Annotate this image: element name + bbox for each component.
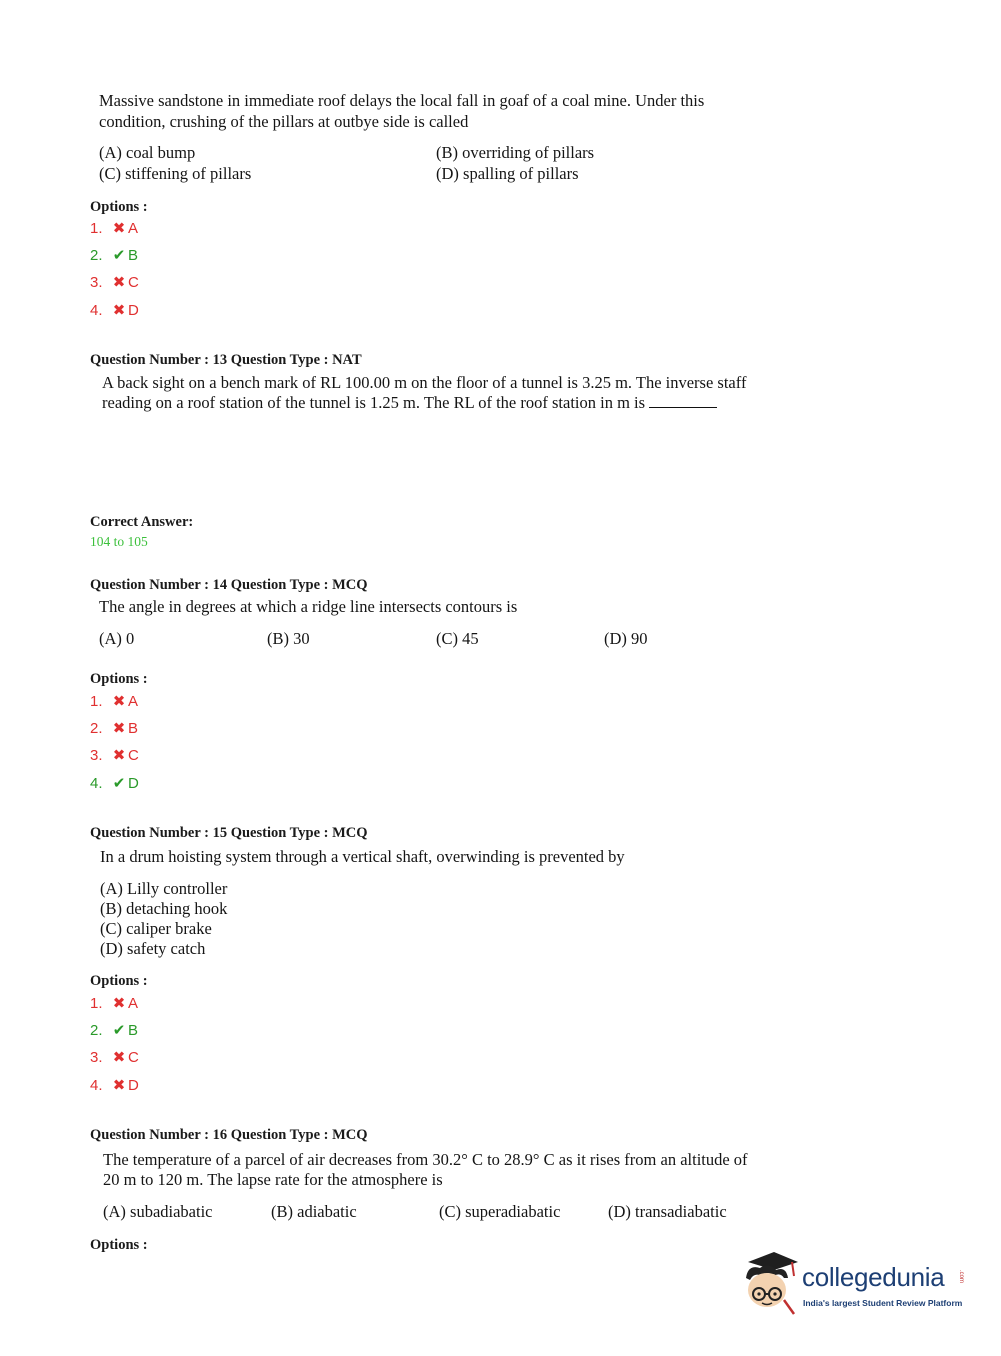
cross-icon: ✖ xyxy=(112,995,126,1012)
q13-text-line2 xyxy=(102,393,717,413)
q16-text-line2: 20 m to 120 m. The lapse rate for the atmosphere is xyxy=(103,1170,443,1189)
option-letter: B xyxy=(128,1022,139,1039)
q14-option-3 xyxy=(90,746,139,766)
q15-text: In a drum hoisting system through a vertical shaft, overwinding is prevented by xyxy=(100,847,625,866)
q14-choice-d: (D) 90 xyxy=(604,629,648,648)
option-number: 4. xyxy=(90,1077,103,1094)
q14-header: Question Number : 14 Question Type : MCQ xyxy=(90,577,368,593)
q15-header: Question Number : 15 Question Type : MCQ xyxy=(90,825,368,841)
q15-options-label: Options : xyxy=(90,973,148,989)
q15-option-3 xyxy=(90,1048,139,1068)
q16-choice-d: (D) transadiabatic xyxy=(608,1202,727,1221)
logo-tagline: India's largest Student Review Platform xyxy=(803,1298,963,1308)
q14-text: The angle in degrees at which a ridge line intersects contours is xyxy=(99,597,518,616)
collegedunia-logo[interactable] xyxy=(740,1248,970,1320)
q15-option-2 xyxy=(90,1021,138,1041)
cross-icon: ✖ xyxy=(112,220,126,237)
q12-options-label: Options : xyxy=(90,199,148,215)
option-number: 1. xyxy=(90,220,103,237)
check-icon: ✔ xyxy=(112,1022,126,1039)
q12-option-2 xyxy=(90,246,138,266)
option-number: 1. xyxy=(90,693,103,710)
option-letter: C xyxy=(128,747,139,764)
q14-choice-c: (C) 45 xyxy=(436,629,479,648)
q16-choice-b: (B) adiabatic xyxy=(271,1202,357,1221)
q15-choice-b: (B) detaching hook xyxy=(100,899,228,918)
logo-wordmark: collegedunia xyxy=(802,1262,945,1292)
option-letter: D xyxy=(128,1077,139,1094)
q12-option-4 xyxy=(90,301,139,321)
option-number: 2. xyxy=(90,720,103,737)
q14-choice-b: (B) 30 xyxy=(267,629,310,648)
q15-choice-a: (A) Lilly controller xyxy=(100,879,228,898)
q15-option-4 xyxy=(90,1076,139,1096)
option-letter: A xyxy=(128,995,139,1012)
option-letter: A xyxy=(128,220,139,237)
student-mascot-icon xyxy=(740,1248,804,1320)
q14-option-2 xyxy=(90,719,138,739)
check-icon: ✔ xyxy=(112,247,126,264)
q15-choice-c: (C) caliper brake xyxy=(100,919,212,938)
option-number: 3. xyxy=(90,1049,103,1066)
q13-text-line2-content: reading on a roof station of the tunnel is 1.25 m. The RL of the roof station in m is xyxy=(102,393,646,412)
q12-option-1 xyxy=(90,219,138,239)
q16-text-line1: The temperature of a parcel of air decreases from 30.2° C to 28.9° C as it rises from an altitude of xyxy=(103,1150,748,1169)
q12-choice-c: (C) stiffening of pillars xyxy=(99,164,252,183)
option-letter: B xyxy=(128,247,139,264)
q14-choice-a: (A) 0 xyxy=(99,629,135,648)
q12-option-3 xyxy=(90,273,139,293)
q14-option-4 xyxy=(90,774,139,794)
q12-text-line1: Massive sandstone in immediate roof delays the local fall in goaf of a coal mine. Under this xyxy=(99,91,705,110)
q15-choice-d: (D) safety catch xyxy=(100,939,206,958)
option-letter: C xyxy=(128,1049,139,1066)
q13-text-line1: A back sight on a bench mark of RL 100.00 m on the floor of a tunnel is 3.25 m. The inverse staff xyxy=(102,373,747,392)
q14-option-1 xyxy=(90,692,138,712)
cross-icon: ✖ xyxy=(112,747,126,764)
option-letter: D xyxy=(128,302,139,319)
q13-correct-value: 104 to 105 xyxy=(90,534,148,549)
cross-icon: ✖ xyxy=(112,274,126,291)
q12-text-line2: condition, crushing of the pillars at outbye side is called xyxy=(99,112,469,131)
option-number: 3. xyxy=(90,747,103,764)
q16-choice-c: (C) superadiabatic xyxy=(439,1202,561,1221)
option-letter: A xyxy=(128,693,139,710)
q13-correct-label: Correct Answer: xyxy=(90,514,194,530)
cross-icon: ✖ xyxy=(112,720,126,737)
q13-header: Question Number : 13 Question Type : NAT xyxy=(90,352,362,368)
option-letter: B xyxy=(128,720,139,737)
q15-option-1 xyxy=(90,994,138,1014)
option-number: 2. xyxy=(90,1022,103,1039)
check-icon: ✔ xyxy=(112,775,126,792)
option-number: 4. xyxy=(90,302,103,319)
q14-options-label: Options : xyxy=(90,671,148,687)
q12-choice-d: (D) spalling of pillars xyxy=(436,164,579,183)
q16-header: Question Number : 16 Question Type : MCQ xyxy=(90,1127,368,1143)
option-number: 1. xyxy=(90,995,103,1012)
q12-choice-b: (B) overriding of pillars xyxy=(436,143,595,162)
q12-choice-a: (A) coal bump xyxy=(99,143,196,162)
option-number: 2. xyxy=(90,247,103,264)
cross-icon: ✖ xyxy=(112,1049,126,1066)
q16-choice-a: (A) subadiabatic xyxy=(103,1202,213,1221)
q16-options-label: Options : xyxy=(90,1237,148,1253)
option-number: 3. xyxy=(90,274,103,291)
cross-icon: ✖ xyxy=(112,693,126,710)
option-letter: C xyxy=(128,274,139,291)
cross-icon: ✖ xyxy=(112,302,126,319)
option-number: 4. xyxy=(90,775,103,792)
cross-icon: ✖ xyxy=(112,1077,126,1094)
option-letter: D xyxy=(128,775,139,792)
answer-blank xyxy=(649,393,717,408)
logo-domain: .com xyxy=(958,1270,964,1284)
